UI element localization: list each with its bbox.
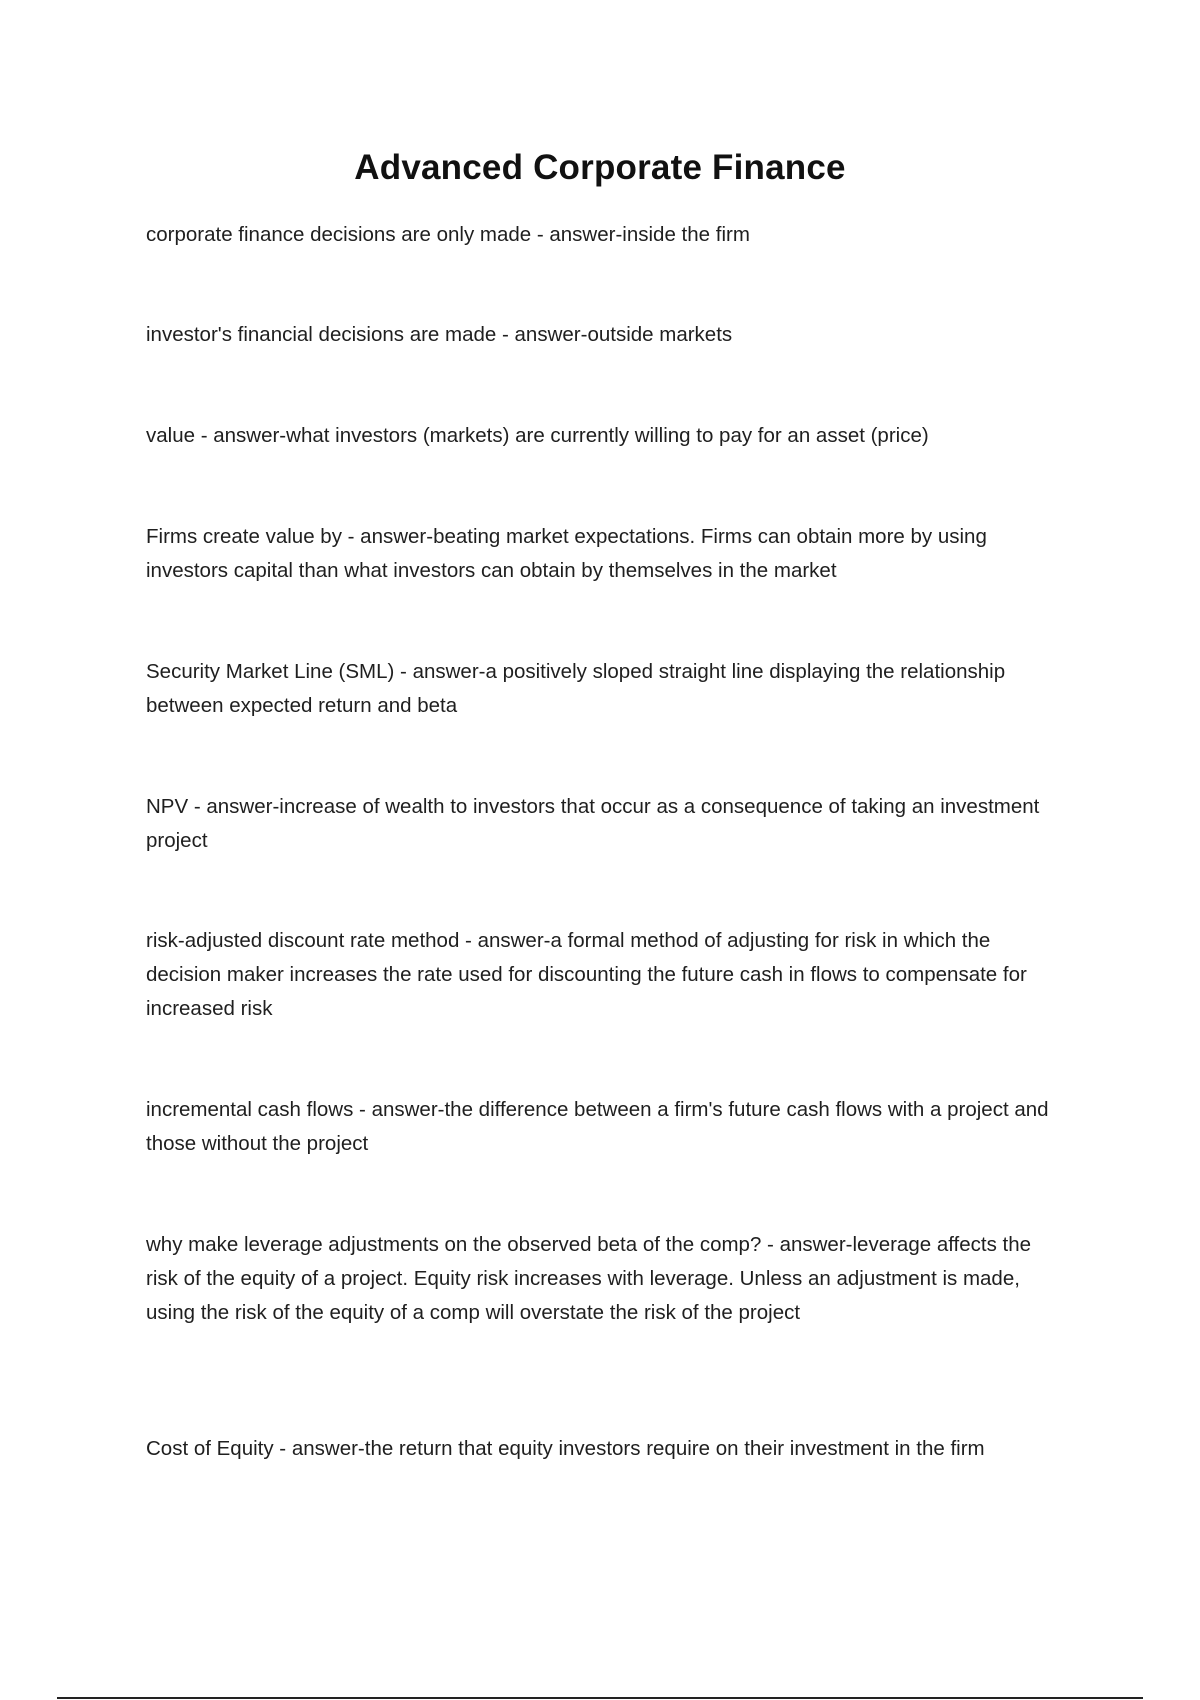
qa-entry-1: corporate finance decisions are only made - answer-inside the firm bbox=[146, 223, 750, 246]
qa-entry-6: NPV - answer-increase of wealth to investors that occur as a consequence of taking an investment project bbox=[146, 795, 1040, 852]
qa-entry-8: incremental cash flows - answer-the difference between a firm's future cash flows with a project and those without the project bbox=[146, 1098, 1049, 1155]
qa-entry-3: value - answer-what investors (markets) are currently willing to pay for an asset (price) bbox=[146, 424, 929, 447]
qa-entry-4: Firms create value by - answer-beating market expectations. Firms can obtain more by using investors capital than what investors can obtain by themselves in the market bbox=[146, 525, 987, 582]
page-title: Advanced Corporate Finance bbox=[354, 148, 846, 187]
qa-entry-9: why make leverage adjustments on the observed beta of the comp? - answer-leverage affects the risk of the equity of a project. Equity risk increases with leverage. Unless an adjustment is made, using the risk of the equity of a comp will overstate the risk of the project bbox=[146, 1233, 1032, 1324]
qa-entry-7: risk-adjusted discount rate method - answer-a formal method of adjusting for risk in which the decision maker increases the rate used for discounting the future cash in flows to compensate for increased risk bbox=[146, 929, 1027, 1020]
qa-entry-5: Security Market Line (SML) - answer-a positively sloped straight line displaying the relationship between expected return and beta bbox=[146, 660, 1006, 717]
qa-entry-2: investor's financial decisions are made - answer-outside markets bbox=[146, 323, 733, 346]
qa-entry-10: Cost of Equity - answer-the return that equity investors require on their investment in the firm bbox=[146, 1437, 985, 1460]
footer-divider bbox=[57, 1697, 1143, 1699]
